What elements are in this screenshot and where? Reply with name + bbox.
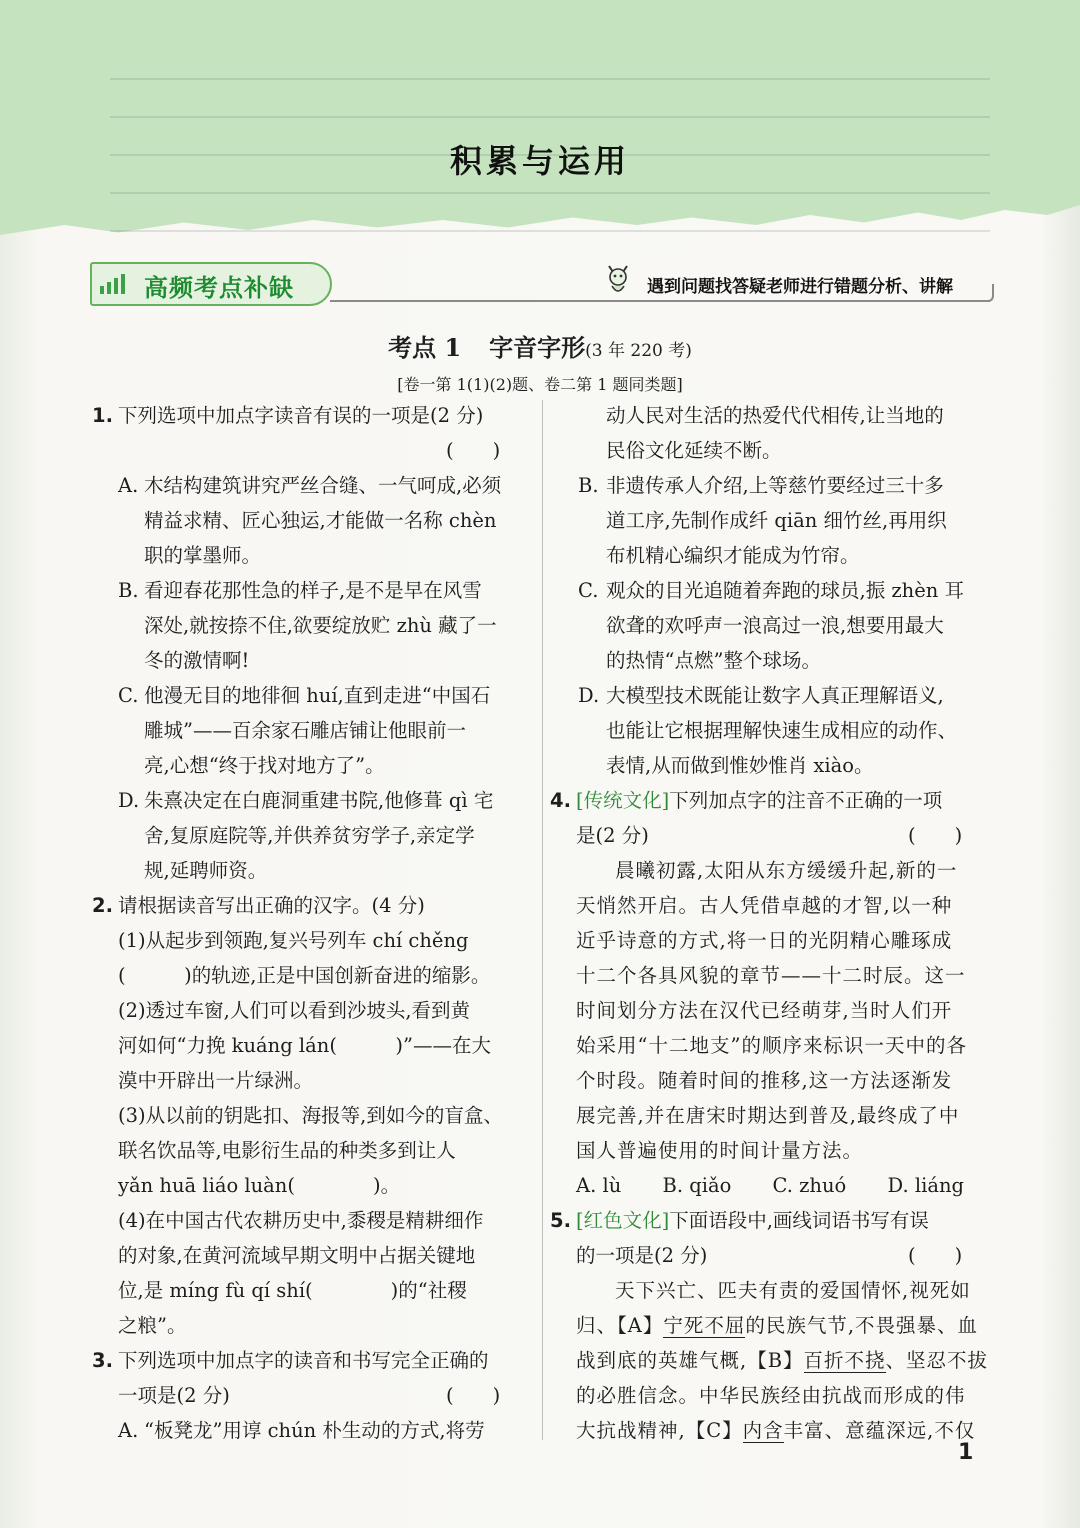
- answer-bracket[interactable]: ( ): [908, 824, 963, 847]
- banner-rule: [330, 300, 990, 302]
- question-stem: 请根据读音写出正确的汉字。(4 分): [118, 894, 425, 917]
- section-banner: [90, 262, 1000, 310]
- option-a: A. 木结构建筑讲究严丝合缝、一气呵成,必须 精益求精、匠心独运,才能做一名称 chèn 职的掌墨师。: [118, 474, 502, 567]
- underlined-term-a: 宁死不屈: [663, 1314, 746, 1337]
- answer-options: [550, 1168, 994, 1203]
- topic-badge: [90, 262, 332, 306]
- option-d: D. 朱熹决定在白鹿洞重建书院,他修葺 qì 宅 舍,复原庭院等,并供养贫穷学子,亲定学 规,延聘师资。: [118, 789, 494, 882]
- question-stem-line2: 的一项是(2 分): [576, 1244, 708, 1267]
- question-number: 5.: [550, 1209, 571, 1232]
- section-subtitle: [卷一第 1(1)(2)题、卷二第 1 题同类题]: [397, 375, 683, 394]
- question-stem: 下列选项中加点字读音有误的一项是(2 分): [118, 404, 484, 427]
- left-column: [92, 398, 532, 1448]
- option-d: D. liáng: [887, 1174, 964, 1197]
- underlined-term-c: 内含: [742, 1419, 784, 1442]
- answer-bracket[interactable]: ( ): [908, 1244, 963, 1267]
- help-text: 遇到问题找答疑老师进行错题分析、讲解: [647, 277, 953, 297]
- page-number: 1: [958, 1440, 974, 1465]
- question-stem-line2: 是(2 分): [576, 824, 649, 847]
- question-1: [92, 398, 532, 468]
- right-column: [550, 398, 994, 1448]
- badge-label: 高频考点补缺: [144, 274, 294, 302]
- sub-question-4: (4)在中国古代农耕历史中,黍稷是精耕细作 的对象,在黄河流域早期文明中占据关键地 位,是 míng fù qí shí( )的“社稷 之粮”。: [118, 1209, 484, 1337]
- option-a-continued: 动人民对生活的热爱代代相传,让当地的 民俗文化延续不断。: [606, 404, 944, 462]
- answer-bracket[interactable]: ( ): [446, 439, 501, 462]
- mascot-icon: [603, 262, 633, 298]
- question-stem-line1: 下面语段中,画线词语书写有误: [669, 1209, 929, 1232]
- section-name: 字音字形: [489, 333, 586, 362]
- option-a: A. lù: [576, 1174, 622, 1197]
- section-title: [0, 328, 1080, 363]
- section-note: (3 年 220 考): [585, 341, 692, 361]
- question-number: 4.: [550, 789, 571, 812]
- option-b: B. 非遗传承人介绍,上等慈竹要经过三十多 道工序,先制作成纤 qiān 细竹丝,再用织 布机精心编织才能成为竹帘。: [578, 474, 947, 567]
- underlined-term-b: 百折不挠: [803, 1349, 886, 1372]
- page-title: 积累与运用: [449, 142, 630, 180]
- question-stem-line1: 下列加点字的注音不正确的一项: [669, 789, 943, 812]
- sub-question-2: (2)透过车窗,人们可以看到沙坡头,看到黄 河如何“力挽 kuáng lán( )”——在大 漠中开辟出一片绿洲。: [118, 999, 492, 1092]
- topic-tag: [红色文化]: [576, 1209, 670, 1232]
- option-c: C. 他漫无目的地徘徊 huí,直到走进“中国石 雕城”——百余家石雕店铺让他眼前一 亮,心想“终于找对地方了”。: [118, 684, 491, 777]
- question-stem-line1: 下列选项中加点字的读音和书写完全正确的: [118, 1349, 489, 1372]
- question-2: [92, 888, 532, 923]
- question-stem-line2: 一项是(2 分): [118, 1384, 230, 1407]
- option-a: A. “板凳龙”用谆 chún 朴生动的方式,将劳: [118, 1419, 485, 1442]
- question-3: [92, 1343, 532, 1413]
- option-c: C. zhuó: [772, 1174, 847, 1197]
- option-b: B. qiǎo: [662, 1174, 732, 1197]
- answer-bracket[interactable]: ( ): [446, 1384, 501, 1407]
- question-number: 3.: [92, 1349, 113, 1372]
- topic-tag: [传统文化]: [576, 789, 670, 812]
- option-c: C. 观众的目光追随着奔跑的球员,振 zhèn 耳 欲聋的欢呼声一浪高过一浪,想要用最大 的热情“点燃”整个球场。: [578, 579, 965, 672]
- question-number: 1.: [92, 404, 113, 427]
- question-4: [550, 783, 994, 853]
- option-d: D. 大模型技术既能让数字人真正理解语义, 也能让它根据理解快速生成相应的动作、 表情,从而做到惟妙惟肖 xiào。: [578, 684, 958, 777]
- bar-chart-icon: [100, 274, 128, 294]
- question-number: 2.: [92, 894, 113, 917]
- option-b: B. 看迎春花那性急的样子,是不是早在风雪 深处,就按捺不住,欲要绽放贮 zhù 藏了一 冬的激情啊!: [118, 579, 497, 672]
- banner-rule-end: [986, 284, 994, 302]
- question-5: [550, 1203, 994, 1273]
- reading-passage: 天下兴亡、匹夫有责的爱国情怀,视死如 归、【A】宁死不屈的民族气节,不畏强暴、血 战到底的英雄气概,【B】百折不挠、坚忍不拔 的必胜信念。中华民族经由抗战而形成的伟 大抗战精神,【C】内含丰富、意蕴深远,不仅: [576, 1279, 989, 1442]
- sub-question-1: (1)从起步到领跑,复兴号列车 chí chěng ( )的轨迹,正是中国创新奋进的缩影。: [118, 929, 491, 987]
- column-divider: [542, 400, 543, 1440]
- reading-passage: 晨曦初露,太阳从东方缓缓升起,新的一 天悄然开启。古人凭借卓越的才智,以一种 近乎诗意的方式,将一日的光阴精心雕琢成 十二个各具风貌的章节——十二时辰。这一 时间划分方法在汉代已经萌芽,当时人们开 始采用“十二地支”的顺序来标识一天中的各 个时段。随着时间的推移,这一方法逐渐发 展完善,并在唐宋时期达到普及,最终成了中 国人普遍使用的时间计量方法。: [576, 859, 967, 1162]
- section-number: 考点 1: [388, 333, 462, 362]
- sub-question-3: (3)从以前的钥匙扣、海报等,到如今的盲盒、 联名饮品等,电影衍生品的种类多到让人 yǎn huā liáo luàn( )。: [118, 1104, 503, 1197]
